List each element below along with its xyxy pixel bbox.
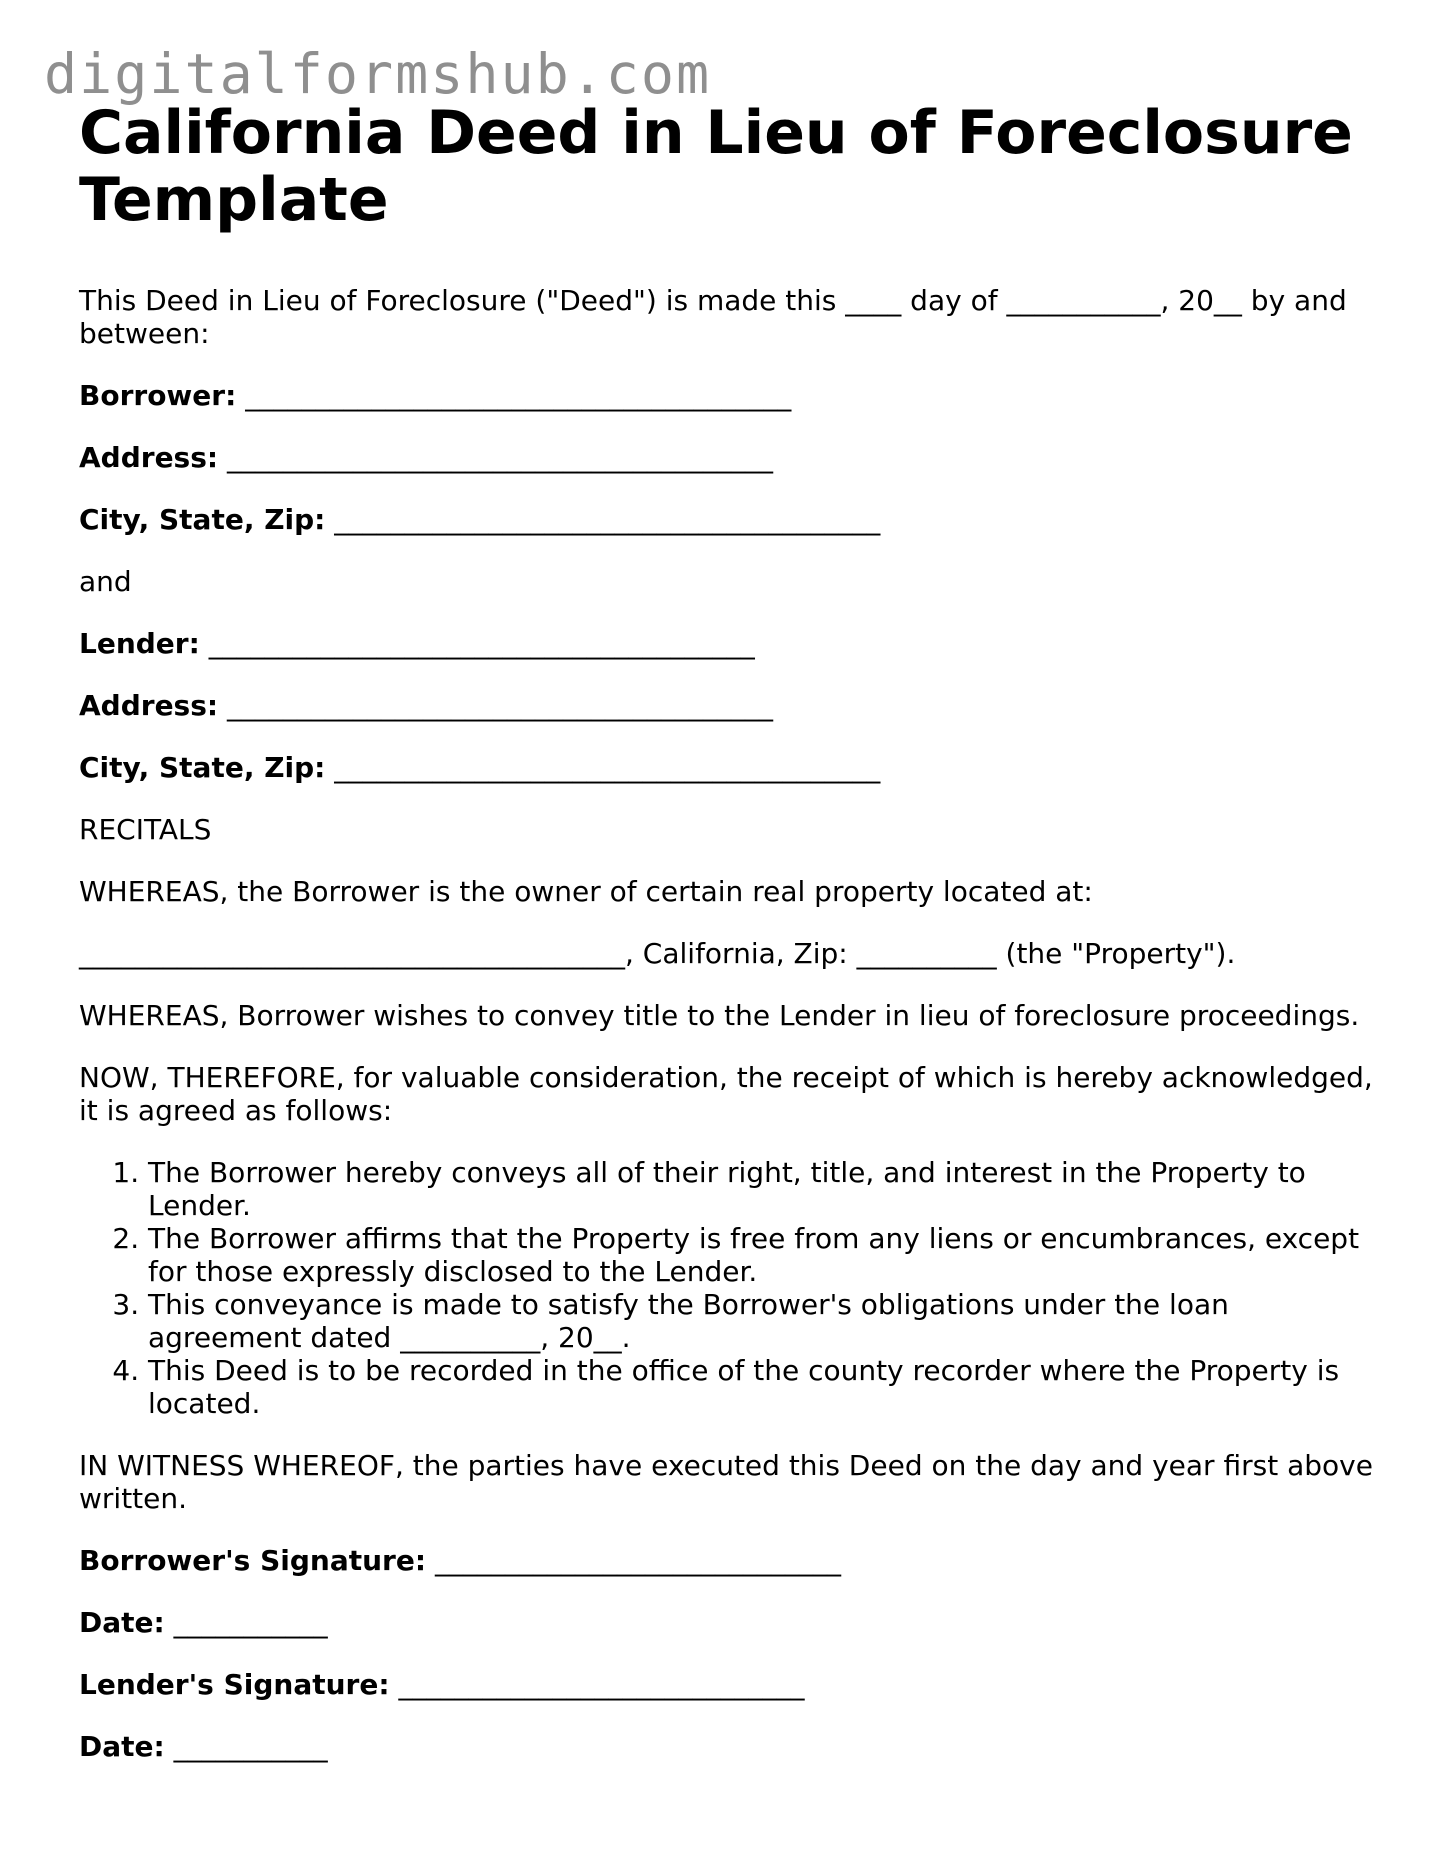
borrower-name-field: [79, 379, 1379, 412]
witness-paragraph: IN WITNESS WHEREOF, the parties have executed this Deed on the day and year first above written.: [79, 1449, 1373, 1515]
borrower-address-blank: _______________________________________: [227, 441, 773, 474]
lender-date-label: Date:: [79, 1730, 165, 1763]
recitals-heading: RECITALS: [79, 813, 212, 846]
lender-city-field: [79, 751, 1379, 784]
lender-address-blank: _______________________________________: [227, 689, 773, 722]
lender-city-blank: _______________________________________: [334, 751, 881, 784]
lender-date-blank: ___________: [173, 1730, 328, 1763]
borrower-name-blank: _______________________________________: [245, 379, 792, 412]
lender-name-label: Lender:: [79, 627, 200, 660]
borrower-city-blank: _______________________________________: [334, 503, 881, 536]
borrower-address-field: [79, 441, 1379, 474]
borrower-signature-blank: _____________________________: [434, 1544, 841, 1577]
property-location-line: _______________________________________, California, Zip: __________ (the "Property").: [79, 937, 1236, 970]
list-item: 2. The Borrower affirms that the Property is free from any liens or encumbrances, except for those expressly disclosed to the Lender.: [148, 1222, 1379, 1288]
lender-address-field: [79, 689, 1379, 722]
borrower-date-field: [79, 1606, 1379, 1639]
lender-signature-label: Lender's Signature:: [79, 1668, 390, 1701]
terms-list: [79, 1156, 1379, 1420]
whereas-owner-paragraph: WHEREAS, the Borrower is the owner of certain real property located at:: [79, 875, 1093, 908]
borrower-city-field: [79, 503, 1379, 536]
lender-name-field: [79, 627, 1379, 660]
list-item: 3. This conveyance is made to satisfy the Borrower's obligations under the loan agreement dated __________, 20__.: [148, 1288, 1379, 1354]
borrower-city-label: City, State, Zip:: [79, 503, 326, 536]
borrower-address-label: Address:: [79, 441, 219, 474]
lender-name-blank: _______________________________________: [208, 627, 755, 660]
whereas-convey-paragraph: WHEREAS, Borrower wishes to convey title to the Lender in lieu of foreclosure proceedings.: [79, 999, 1360, 1032]
borrower-date-blank: ___________: [173, 1606, 328, 1639]
lender-address-label: Address:: [79, 689, 219, 722]
borrower-signature-field: [79, 1544, 1379, 1577]
and-text: and: [79, 565, 132, 598]
list-item: 1. The Borrower hereby conveys all of their right, title, and interest in the Property to Lender.: [148, 1156, 1379, 1222]
borrower-name-label: Borrower:: [79, 379, 237, 412]
lender-date-field: [79, 1730, 1379, 1763]
document-title: California Deed in Lieu of Foreclosure Template: [79, 98, 1353, 235]
intro-paragraph: This Deed in Lieu of Foreclosure ("Deed") is made this ____ day of ___________, 20__ by and between:: [79, 284, 1347, 350]
watermark-text: digitalformshub.com: [44, 42, 712, 106]
lender-signature-field: [79, 1668, 1379, 1701]
lender-city-label: City, State, Zip:: [79, 751, 326, 784]
document-body: [79, 100, 1379, 1763]
list-item: 4. This Deed is to be recorded in the office of the county recorder where the Property is located.: [148, 1354, 1379, 1420]
lender-signature-blank: _____________________________: [398, 1668, 805, 1701]
borrower-date-label: Date:: [79, 1606, 165, 1639]
now-therefore-paragraph: NOW, THEREFORE, for valuable consideration, the receipt of which is hereby acknowledged, it is agreed as follows:: [79, 1061, 1373, 1127]
borrower-signature-label: Borrower's Signature:: [79, 1544, 427, 1577]
